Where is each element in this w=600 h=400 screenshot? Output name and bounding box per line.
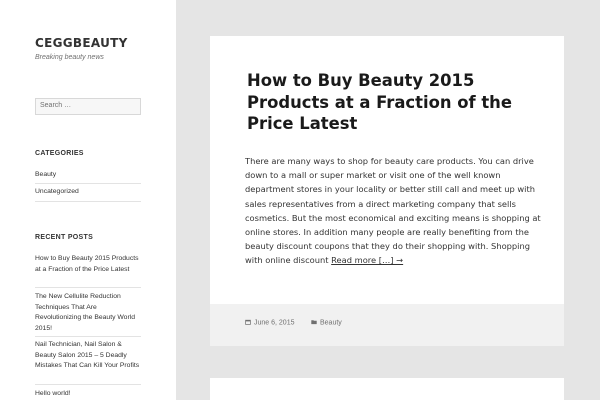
next-post-card — [210, 378, 564, 400]
categories-heading: CATEGORIES — [35, 150, 84, 157]
read-more-link[interactable]: Read more […] → — [331, 255, 404, 266]
folder-icon — [311, 319, 317, 325]
divider — [35, 384, 141, 385]
search-input[interactable]: Search … — [35, 98, 141, 115]
post-meta-bar — [210, 304, 564, 346]
recent-post-link[interactable]: The New Cellulite Reduction Techniques That Are Revolutionizing the Beauty World 2015! — [35, 293, 135, 333]
post-date[interactable] — [245, 319, 294, 327]
post-category-text: Beauty — [320, 319, 342, 327]
category-link-uncategorized[interactable]: Uncategorized — [35, 188, 79, 195]
post-date-text: June 6, 2015 — [254, 319, 295, 327]
recent-post-link[interactable]: How to Buy Beauty 2015 Products at a Fraction of the Price Latest — [35, 255, 139, 273]
post-excerpt-text: There are many ways to shop for beauty care products. You can drive down to a mall or super market or visit one of the well known department stores in your locality or better still call and meet up with sales representatives from a direct marketing company that sells cosmetics. But the most economical and exciting means is shopping at online stores. In addition many people are really benefiting from the beauty discount coupons that they do their shopping with. Shopping with online discount — [245, 156, 541, 266]
post-excerpt — [245, 154, 550, 268]
divider — [35, 201, 141, 202]
recent-posts-heading: RECENT POSTS — [35, 234, 94, 241]
divider — [35, 287, 141, 288]
sidebar — [0, 0, 176, 400]
calendar-icon — [245, 319, 251, 325]
recent-post-link[interactable]: Nail Technician, Nail Salon & Beauty Salon 2015 – 5 Deadly Mistakes That Can Kill Your Profits — [35, 341, 140, 370]
post-category[interactable] — [311, 319, 342, 327]
divider — [35, 183, 141, 184]
post-title[interactable]: How to Buy Beauty 2015 Products at a Fraction of the Price Latest — [247, 71, 512, 133]
site-title[interactable]: CEGGBEAUTY — [35, 36, 128, 50]
divider — [35, 336, 141, 337]
site-description: Breaking beauty news — [35, 54, 104, 61]
recent-post-link[interactable]: Hello world! — [35, 390, 71, 397]
post-card — [210, 36, 564, 346]
category-link-beauty[interactable]: Beauty — [35, 171, 57, 178]
